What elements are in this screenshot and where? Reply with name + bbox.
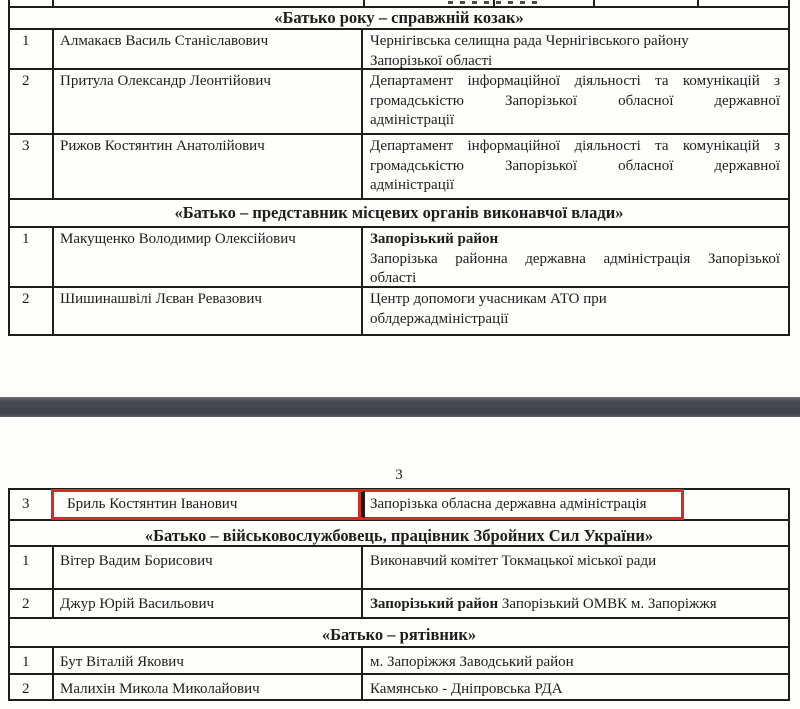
section-title: «Батько – рятівник» [321,625,477,645]
org-cell: Запорізький район Запорізький ОМВК м. Запоріжжя [370,596,717,612]
table-row [10,675,788,699]
cell-divider [593,0,595,6]
org-cell: Запорізька обласна державна адміністрація [370,496,647,512]
name-cell: Джур Юрій Васильович [54,590,363,617]
name-cell: Алмакаєв Василь Станіславович [54,30,363,68]
page-break-bar [0,397,800,417]
org-cell: м. Запоріжжя Заводський район [370,654,574,670]
section-title: «Батько року – справжній козак» [274,8,524,28]
row-number-cell: 2 [10,590,54,617]
table-row [10,288,788,334]
row-number-cell: 1 [10,30,54,68]
row-number-cell: 2 [10,288,54,334]
table-row [10,228,788,288]
org-cell: Виконавчий комітет Токмацької міської ради [370,553,657,569]
clipped-row [10,0,788,8]
row-number-cell: 2 [10,70,54,133]
name-cell: Шишинашвілі Лєван Ревазович [54,288,363,334]
table-row [10,590,788,619]
name-cell: Бриль Костянтин Іванович [54,490,363,519]
org-cell: Запорізький район Запорізька районна державна адміністрація Запорізької області [370,231,780,286]
cell-divider [363,0,365,6]
row-number-cell: 3 [10,135,54,198]
table-page2 [8,0,790,336]
table-row [10,135,788,200]
org-cell: Камянсько - Дніпровська РДА [370,681,563,697]
name-cell: Рижов Костянтин Анатолійович [54,135,363,198]
clipped-text-remnant [448,1,544,4]
row-number-cell: 1 [10,547,54,588]
name-cell: Вітер Вадим Борисович [54,547,363,588]
cell-divider [363,491,365,518]
name-cell: Притула Олександр Леонтійович [54,70,363,133]
section-title: «Батько – військовослужбовець, працівник Збройних Сил України» [144,525,654,545]
table-page3 [8,488,790,701]
org-cell: Центр допомоги учасникам АТО при облдержадміністрації [370,291,607,327]
highlighted-table-row [10,490,788,521]
org-cell: Чернігівська селищна рада Чернігівського району Запорізької області [370,33,689,68]
section-header-local-gov [10,200,788,228]
row-number-cell: 1 [10,228,54,286]
page-number: 3 [395,467,403,483]
table-row [10,547,788,590]
row-number-cell: 2 [10,675,54,699]
table-row [10,30,788,70]
table-row [10,70,788,135]
name-cell: Бут Віталій Якович [54,648,363,673]
org-cell: Департамент інформаційної діяльності та комунікацій з громадськістю Запорізької обласної державної адміністрації [370,138,780,193]
section-title: «Батько – представник місцевих органів виконавчої влади» [174,203,624,223]
name-cell: Малихін Микола Миколайович [54,675,363,699]
row-number-cell: 3 [10,490,54,519]
section-header-rescuer [10,619,788,648]
cell-divider [52,0,54,6]
row-number-cell: 1 [10,648,54,673]
cell-divider [697,0,699,6]
section-header-kozak [10,8,788,30]
name-cell: Макущенко Володимир Олексійович [54,228,363,286]
org-cell: Департамент інформаційної діяльності та комунікацій з громадськістю Запорізької обласної державної адміністрації [370,73,780,128]
table-row [10,648,788,675]
section-header-military [10,521,788,547]
